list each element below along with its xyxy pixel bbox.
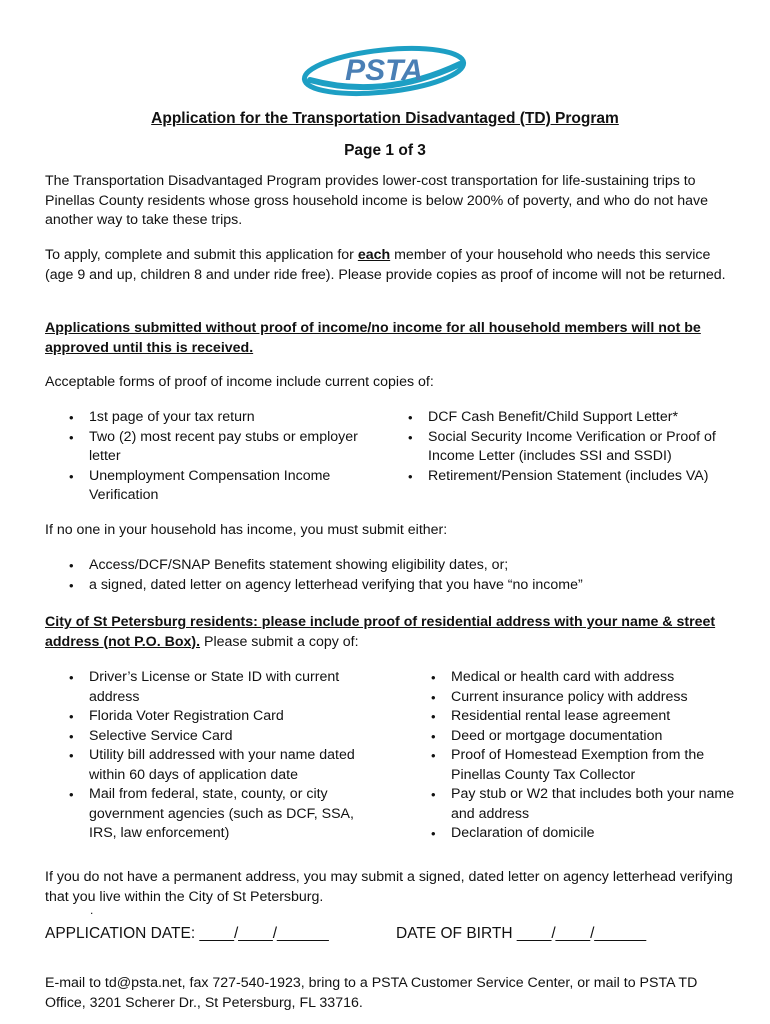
no-income-list: [66, 556, 716, 595]
list-item: • Mail from federal, state, county, or city government agencies (such as DCF, SSA, IRS, law enforcement): [66, 785, 366, 844]
page-number: Page 1 of 3: [344, 142, 426, 159]
list-item: • Driver’s License or State ID with current address: [66, 668, 366, 707]
list-item: • Selective Service Card: [66, 727, 366, 747]
application-date-label: APPLICATION DATE:: [45, 925, 196, 942]
date-of-birth-blank[interactable]: ____/____/______: [516, 925, 647, 942]
proof-of-income-list-right: [405, 408, 735, 486]
list-item: • Florida Voter Registration Card: [66, 707, 366, 727]
apply-text-before: To apply, complete and submit this application for: [45, 247, 358, 263]
list-item: • Two (2) most recent pay stubs or employer letter: [66, 428, 366, 467]
intro-paragraph: The Transportation Disadvantaged Program provides lower-cost transportation for life-sustaining trips to Pinellas County residents whose gross household income is below 200% of poverty, and who do not have another way to take these trips.: [45, 173, 709, 228]
list-item: • Proof of Homestead Exemption from the Pinellas County Tax Collector: [428, 746, 738, 785]
date-of-birth-field[interactable]: [396, 925, 646, 943]
residency-heading: [45, 613, 735, 652]
no-income-heading: If no one in your household has income, you must submit either:: [45, 522, 448, 538]
list-item: • Pay stub or W2 that includes both your name and address: [428, 785, 738, 824]
application-date-field[interactable]: [45, 925, 329, 943]
proof-of-income-heading: Acceptable forms of proof of income include current copies of:: [45, 374, 434, 390]
residency-list-left: [66, 668, 366, 844]
residency-heading-emphasis: City of St Petersburg residents: please include proof of residential address with your name & street address (not P.O. Box).: [45, 614, 716, 650]
stray-dot: .: [90, 903, 94, 917]
list-item: • Residential rental lease agreement: [428, 707, 738, 727]
no-address-note: If you do not have a permanent address, you may submit a signed, dated letter on agency letterhead verifying that you live within the City of St Petersburg.: [45, 869, 733, 905]
date-of-birth-label: DATE OF BIRTH: [396, 925, 513, 942]
list-item: • Unemployment Compensation Income Verification: [66, 467, 366, 506]
list-item: • Access/DCF/SNAP Benefits statement showing eligibility dates, or;: [66, 556, 716, 576]
apply-paragraph: [45, 246, 735, 285]
logo-text: PSTA: [345, 54, 423, 87]
psta-logo-graphic: [300, 40, 468, 98]
list-item: • Retirement/Pension Statement (includes VA): [405, 467, 735, 487]
contact-info: E-mail to td@psta.net, fax 727-540-1923, bring to a PSTA Customer Service Center, or mail to PSTA TD Office, 3201 Scherer Dr., St Petersburg, FL 33716.: [45, 975, 698, 1011]
list-item: • DCF Cash Benefit/Child Support Letter*: [405, 408, 735, 428]
proof-of-income-list-left: [66, 408, 366, 506]
list-item: • Current insurance policy with address: [428, 688, 738, 708]
application-date-blank[interactable]: ____/____/______: [199, 925, 329, 942]
apply-emphasis: each: [357, 247, 391, 263]
residency-list-right: [428, 668, 738, 844]
residency-heading-after: Please submit a copy of:: [200, 633, 359, 650]
list-item: • Social Security Income Verification or Proof of Income Letter (includes SSI and SSDI): [405, 428, 735, 467]
apply-text-after: member of your household who needs this service (age 9 and up, children 8 and under ride free). Please provide copies as proof of income will not be returned.: [45, 247, 726, 283]
list-item: • a signed, dated letter on agency letterhead verifying that you have “no income”: [66, 576, 716, 596]
list-item: • Medical or health card with address: [428, 668, 738, 688]
list-item: • Deed or mortgage documentation: [428, 727, 738, 747]
page-title: Application for the Transportation Disadvantaged (TD) Program: [151, 110, 619, 127]
list-item: • Declaration of domicile: [428, 824, 738, 844]
warning-notice: Applications submitted without proof of income/no income for all household members will not be approved until this is received.: [45, 320, 701, 356]
list-item: • 1st page of your tax return: [66, 408, 366, 428]
list-item: • Utility bill addressed with your name dated within 60 days of application date: [66, 746, 366, 785]
psta-logo: [300, 40, 468, 98]
